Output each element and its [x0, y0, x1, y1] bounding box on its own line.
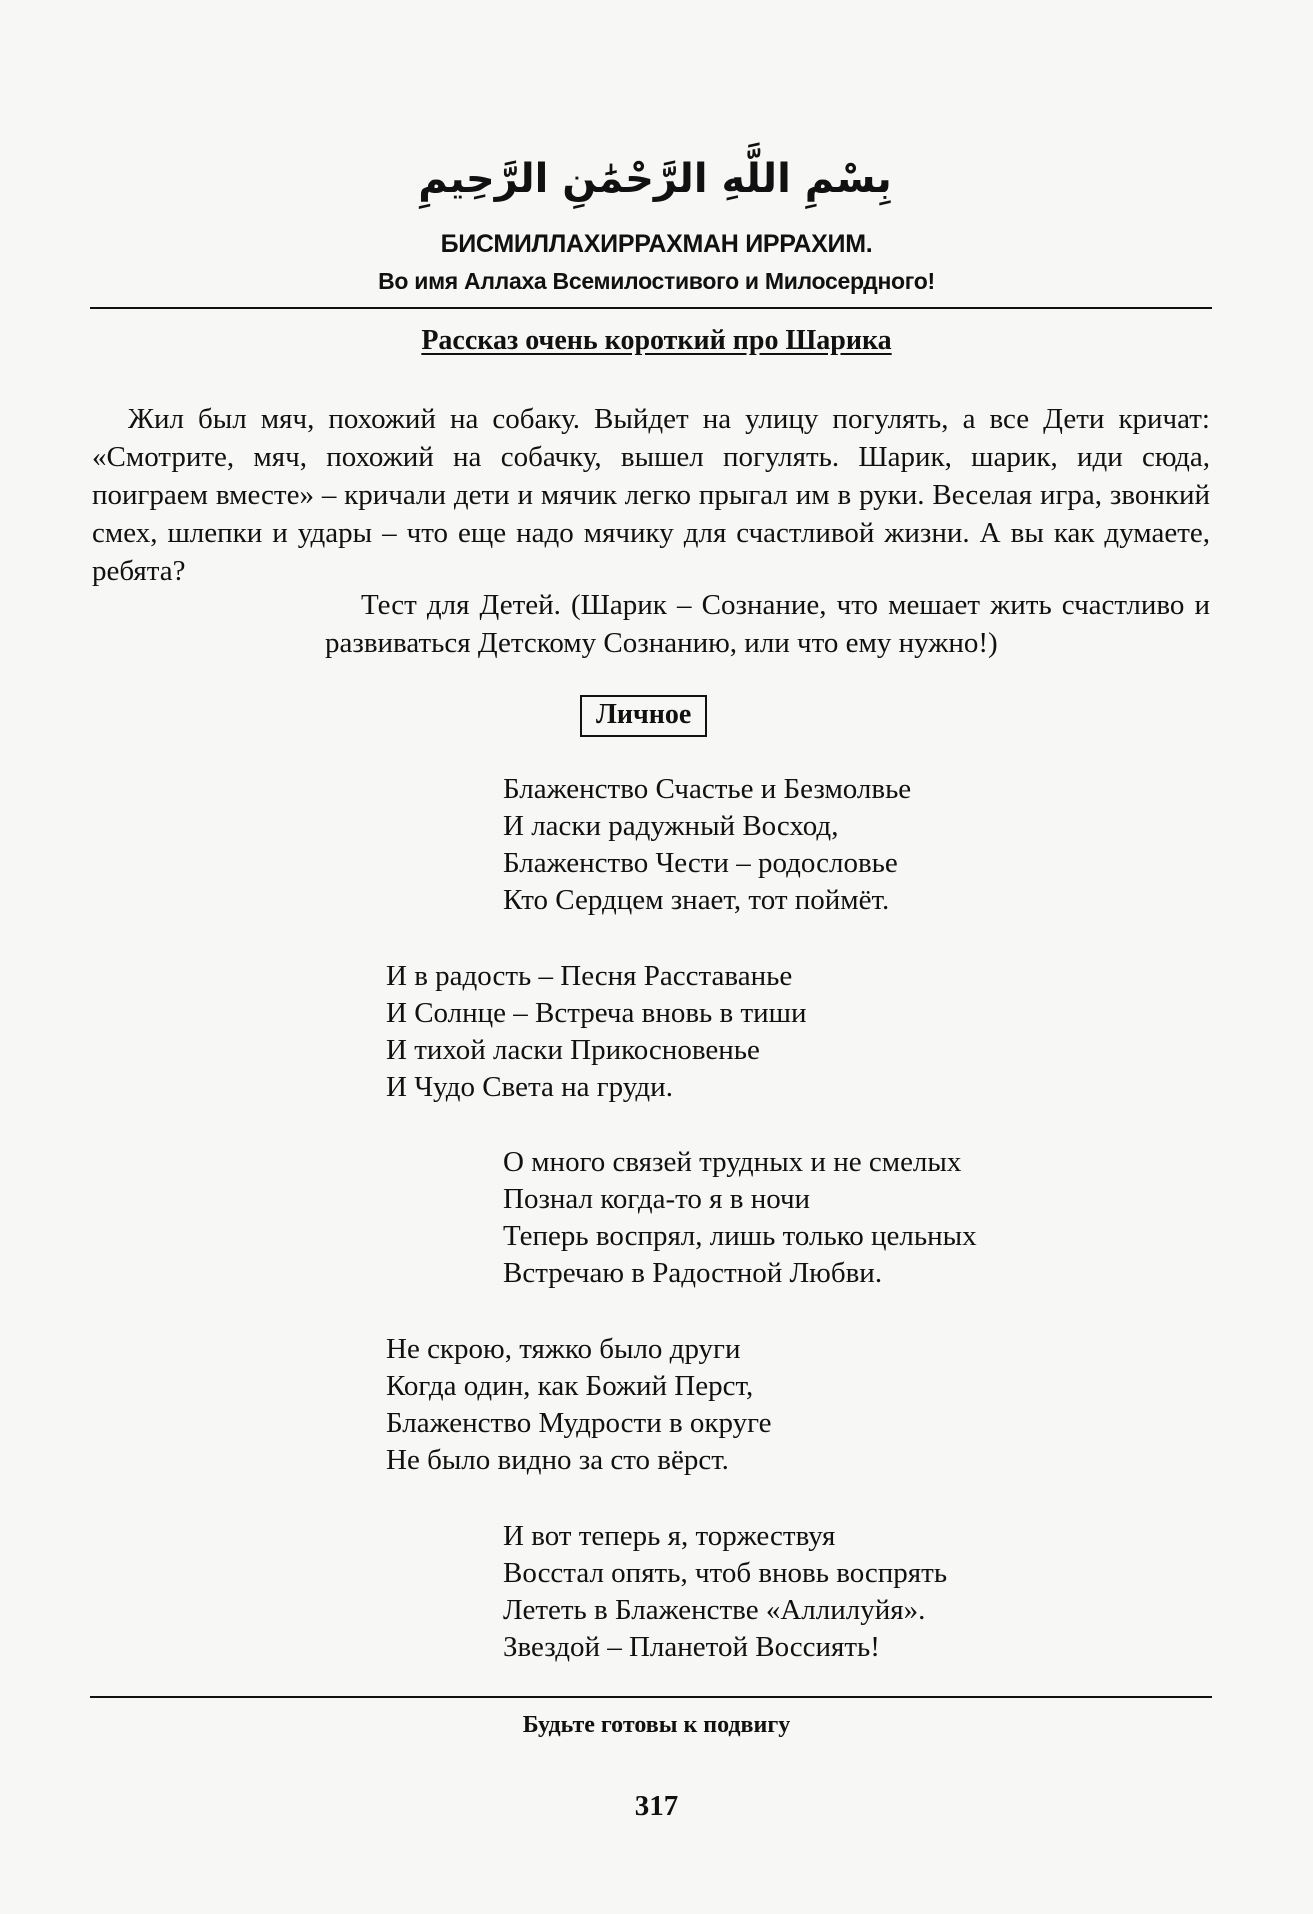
poem-line: И в радость – Песня Расставанье: [386, 960, 793, 992]
story-title: Рассказ очень короткий про Шарика: [421, 325, 892, 356]
poem-stanza-2: [386, 958, 807, 1106]
poem-line: И ласки радужный Восход,: [503, 810, 839, 842]
section-label: Личное: [596, 699, 692, 730]
poem-line: Лететь в Блаженстве «Аллилуйя».: [503, 1594, 926, 1626]
poem-line: И вот теперь я, торжествуя: [503, 1520, 836, 1552]
poem-line: И Чудо Света на груди.: [386, 1071, 673, 1103]
poem-line: Теперь воспрял, лишь только цельных: [503, 1220, 977, 1252]
poem-line: Не скрою, тяжко было други: [386, 1333, 741, 1365]
footer-divider: [90, 1696, 1212, 1698]
basmala-calligraphy-text: بِسْمِ اللَّهِ الرَّحْمَٰنِ الرَّحِيمِ: [418, 156, 892, 202]
poem-line: Звездой – Планетой Воссиять!: [503, 1631, 880, 1663]
poem-line: Не было видно за сто вёрст.: [386, 1444, 729, 1476]
poem-stanza-5: [503, 1518, 947, 1666]
header-divider: [90, 307, 1212, 309]
poem-line: Когда один, как Божий Перст,: [386, 1370, 754, 1402]
poem-line: Блаженство Счастье и Безмолвье: [503, 773, 912, 805]
poem-stanza-3: [503, 1144, 977, 1292]
basmala-title: БИСМИЛЛАХИРРАХМАН ИРРАХИМ.: [440, 230, 873, 258]
poem-line: Блаженство Чести – родословье: [503, 847, 898, 879]
poem-stanza-1: [503, 771, 911, 919]
page-number: 317: [634, 1790, 679, 1822]
poem-stanza-4: [386, 1331, 772, 1479]
basmala-translation: Во имя Аллаха Всемилостивого и Милосердного!: [378, 268, 935, 294]
poem-line: И Солнце – Встреча вновь в тиши: [386, 997, 807, 1029]
poem-line: О много связей трудных и не смелых: [503, 1146, 962, 1178]
story-paragraph: Жил был мяч, похожий на собаку. Выйдет на улицу погулять, а все Дети кричат: «Смотрите, мяч, похожий на собачку, вышел погулять. Шарик, шарик, иди сюда, поиграем вместе» – кричали дети и мячик легко прыгал им в руки. Веселая игра, звонкий смех, шлепки и удары – что еще надо мячику для счастливой жизни. А вы как думаете, ребята?: [92, 403, 1210, 587]
section-label-box: [580, 695, 707, 737]
poem-line: Встречаю в Радостной Любви.: [503, 1257, 883, 1289]
poem-line: И тихой ласки Прикосновенье: [386, 1034, 760, 1066]
poem-line: Кто Сердцем знает, тот поймёт.: [503, 884, 890, 916]
basmala-calligraphy: [418, 130, 892, 225]
footer-motto: Будьте готовы к подвигу: [522, 1712, 791, 1738]
poem-line: Блаженство Мудрости в округе: [386, 1407, 772, 1439]
poem-line: Восстал опять, чтоб вновь воспрять: [503, 1557, 948, 1589]
poem-line: Познал когда-то я в ночи: [503, 1183, 811, 1215]
story-note: Тест для Детей. (Шарик – Сознание, что мешает жить счастливо и развиваться Детскому Сознанию, или что ему нужно!): [325, 589, 1210, 659]
